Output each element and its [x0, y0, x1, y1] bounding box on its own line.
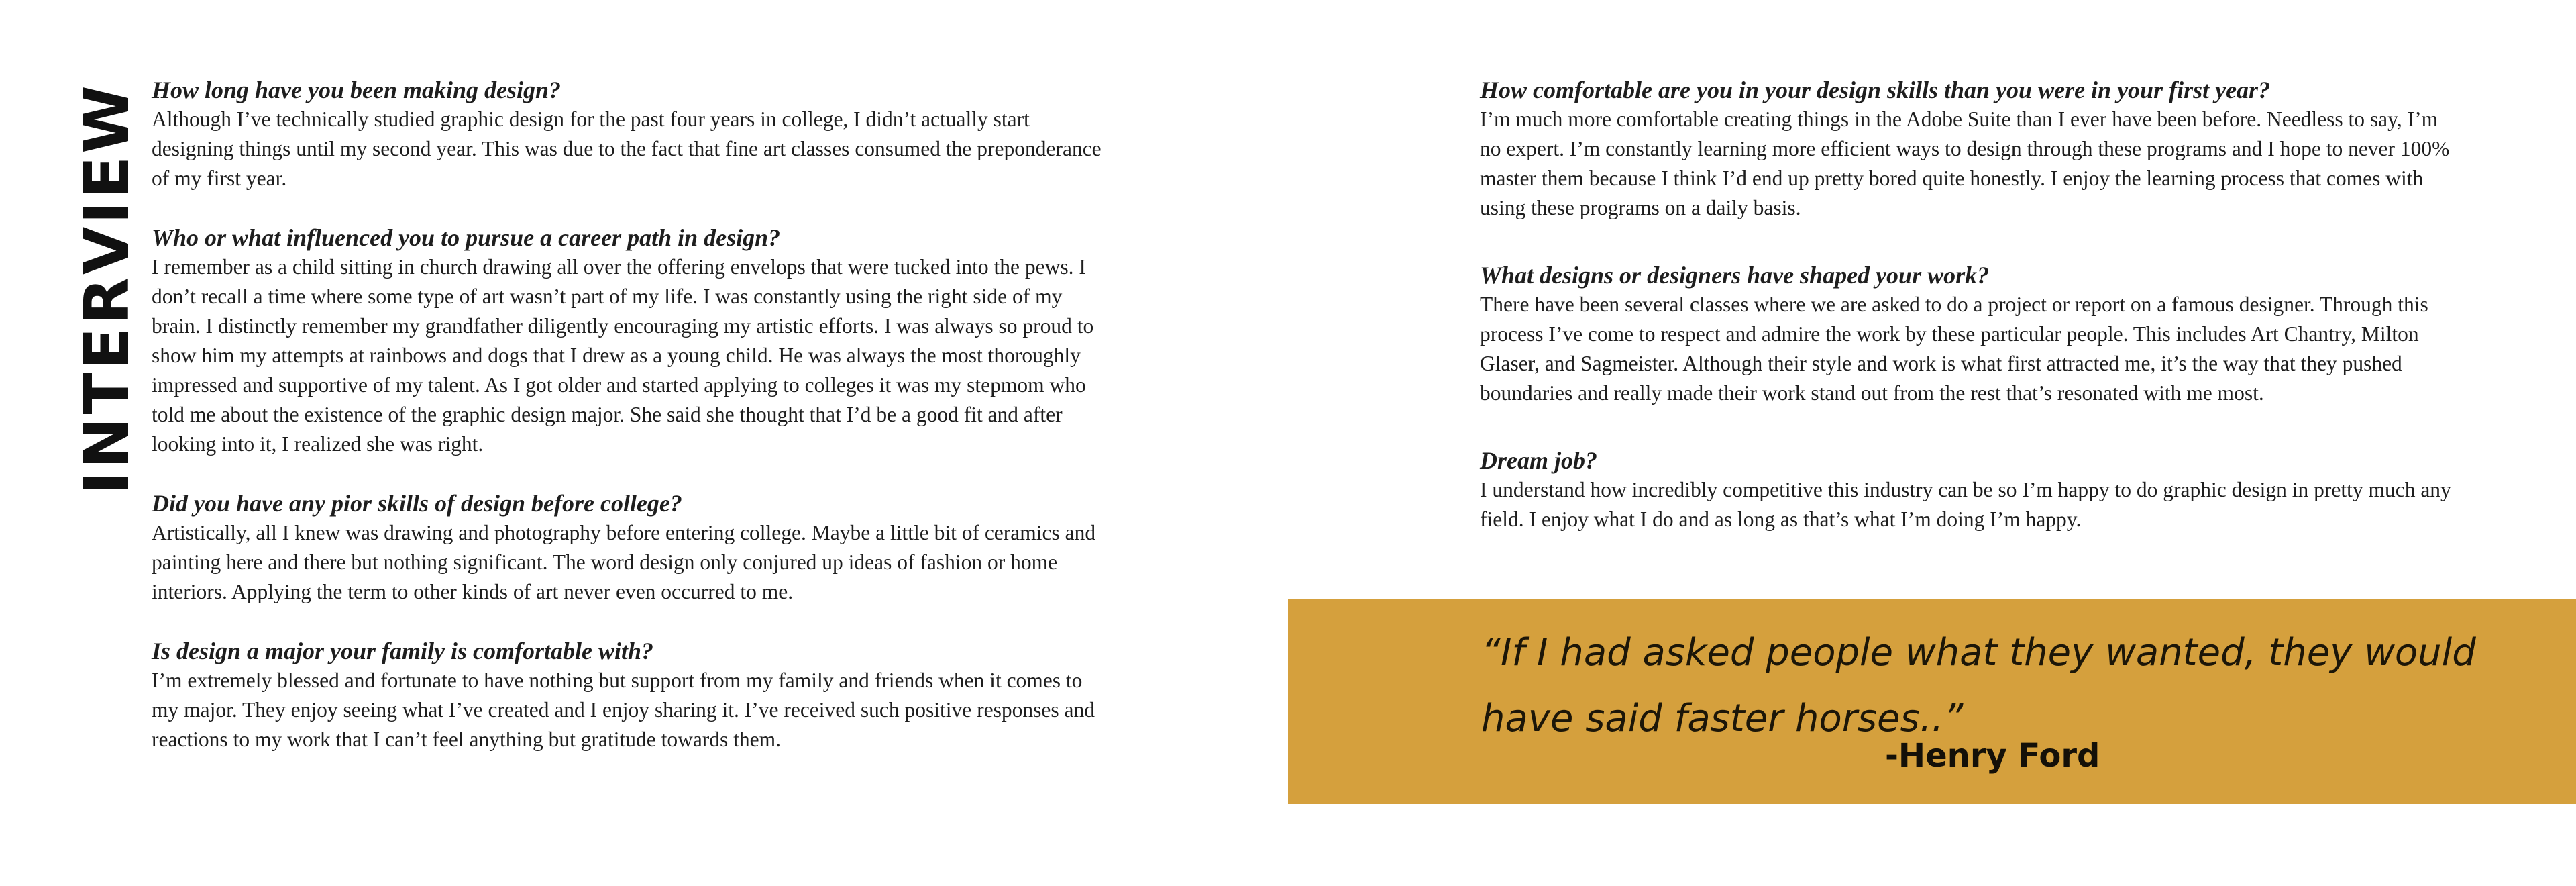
- question: How comfortable are you in your design skills than you were in your first year?: [1480, 77, 2271, 103]
- question: Who or what influenced you to pursue a career path in design?: [152, 224, 781, 251]
- answer: There have been several classes where we are asked to do a project or report on a famous designer. Through this process I’ve come to respect and admire the work by these particular people. This includes Art Chantry, Milton Glaser, and Sagmeister. Although their style and work is what first attracted me, it’s the way that they pushed boundaries and really made their work stand out from the rest that’s resonated with me most.: [1480, 293, 2428, 405]
- question: How long have you been making design?: [152, 77, 561, 103]
- qa-block: [152, 489, 1104, 607]
- answer: Artistically, all I knew was drawing and photography before entering college. Maybe a little bit of ceramics and painting here and there but nothing significant. The word design only conjured up ideas of fashion or home interiors. Applying the term to other kinds of art never even occurred to me.: [152, 521, 1096, 603]
- left-column: [152, 75, 1104, 784]
- qa-block: [152, 223, 1104, 459]
- answer: I’m extremely blessed and fortunate to have nothing but support from my family and friends when it comes to my major. They enjoy seeing what I’ve created and I enjoy sharing it. I’ve received such positive responses and reactions to my work that I can’t feel anything but gratitude towards them.: [152, 669, 1095, 751]
- answer: I’m much more comfortable creating things in the Adobe Suite than I ever have been before. Needless to say, I’m no expert. I’m constantly learning more efficient ways to design through these programs and I hope to never 100% master them because I think I’d end up pretty bored quite honestly. I enjoy the learning process that comes with using these programs on a daily basis.: [1480, 107, 2450, 219]
- answer: Although I’ve technically studied graphic design for the past four years in college, I didn’t actually start designing things until my second year. This was due to the fact that fine art classes consumed the preponderance of my first year.: [152, 107, 1102, 190]
- qa-block: [1480, 260, 2459, 408]
- question: What designs or designers have shaped your work?: [1480, 262, 1990, 289]
- right-column: [1480, 75, 2459, 572]
- answer: I understand how incredibly competitive this industry can be so I’m happy to do graphic design in pretty much any field. I enjoy what I do and as long as that’s what I’m doing I’m happy.: [1480, 478, 2451, 531]
- question: Did you have any pior skills of design before college?: [152, 490, 682, 517]
- quote-attribution: -Henry Ford: [1885, 737, 2100, 775]
- qa-block: [1480, 75, 2459, 223]
- answer: I remember as a child sitting in church drawing all over the offering envelops that were tucked into the pews. I don’t recall a time where some type of art wasn’t part of my life. I was constantly using the right side of my brain. I distinctly remember my grandfather diligently encouraging my artistic efforts. I was always so proud to show him my attempts at rainbows and dogs that I drew as a young child. He was always the most thoroughly impressed and supportive of my talent. As I got older and started applying to colleges it was my stepmom who told me about the existence of the graphic design major. She said she thought that I’d be a good fit and after looking into it, I realized she was right.: [152, 255, 1094, 456]
- qa-block: [152, 75, 1104, 193]
- qa-block: [152, 636, 1104, 754]
- quote-band: [1288, 599, 2576, 804]
- qa-block: [1480, 446, 2459, 534]
- quote-text: “If I had asked people what they wanted, they would have said faster horses..”: [1481, 631, 2476, 740]
- interview-heading: INTERVIEW: [71, 83, 143, 495]
- question: Dream job?: [1480, 447, 1597, 474]
- question: Is design a major your family is comfortable with?: [152, 638, 654, 664]
